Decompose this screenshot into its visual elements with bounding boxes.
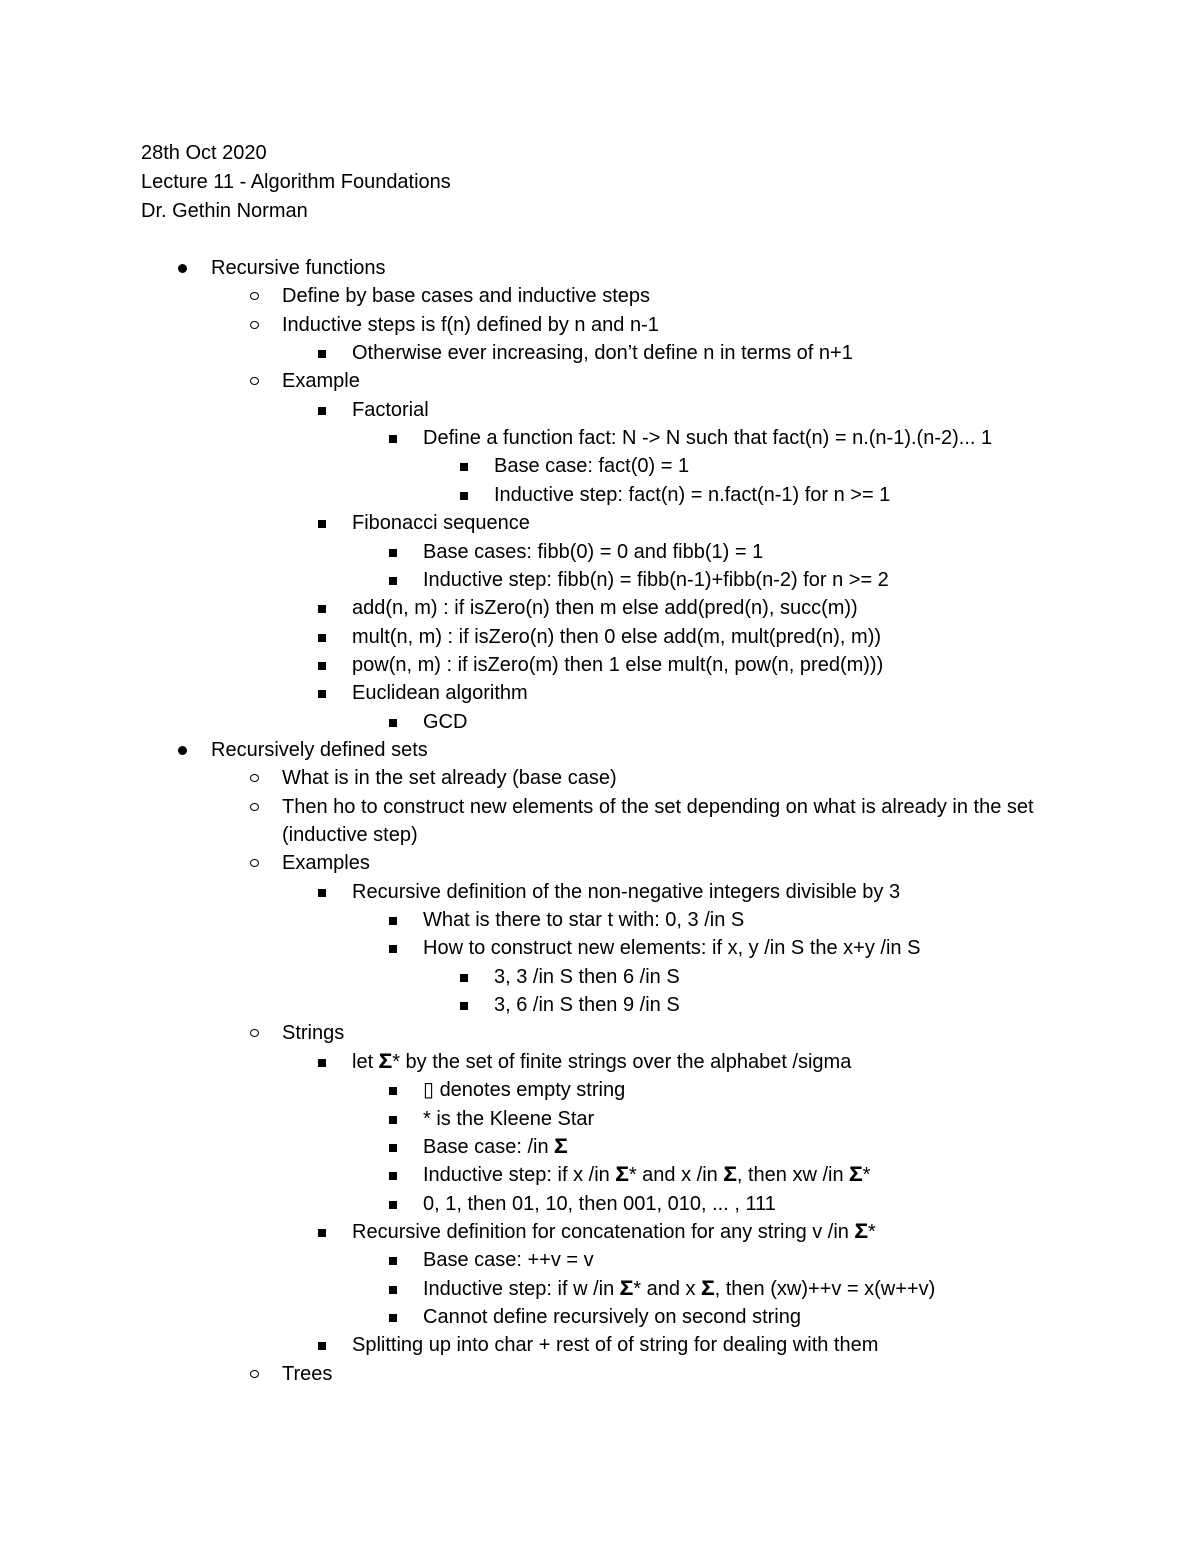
square-bullet-icon — [318, 690, 326, 698]
list-item-text: Trees — [282, 1363, 333, 1385]
square-bullet-icon — [318, 1342, 326, 1350]
list-item-text: What is in the set already (base case) — [282, 767, 617, 789]
square-bullet-icon — [389, 577, 397, 585]
circle-bullet-icon — [250, 1370, 259, 1378]
list-item-text: How to construct new elements: if x, y /in S the x+y /in S — [423, 937, 921, 959]
square-bullet-icon — [318, 407, 326, 415]
list-item-text: Define by base cases and inductive steps — [282, 285, 650, 307]
list-item-text: Otherwise ever increasing, don’t define n in terms of n+1 — [352, 342, 853, 364]
square-bullet-icon — [389, 1144, 397, 1152]
square-bullet-icon — [389, 1314, 397, 1322]
list-item-text: Recursively defined sets — [211, 739, 428, 761]
list-item-text: Recursive definition of the non-negative integers divisible by 3 — [352, 881, 901, 903]
disc-bullet-icon — [178, 746, 187, 755]
list-item-text: 3, 3 /in S then 6 /in S — [494, 966, 680, 988]
list-item-text: Inductive steps is f(n) defined by n and n-1 — [282, 314, 659, 336]
square-bullet-icon — [318, 1229, 326, 1237]
square-bullet-icon — [389, 719, 397, 727]
list-item-text: Recursive definition for concatenation for any string v /in 𝚺* — [352, 1221, 876, 1243]
list-item-text: Recursive functions — [211, 257, 386, 279]
list-item-text: Cannot define recursively on second string — [423, 1306, 801, 1328]
list-item-text: Splitting up into char + rest of of string for dealing with them — [352, 1334, 879, 1356]
list-item-text: Base case: ++v = v — [423, 1249, 594, 1271]
list-item-text: Inductive step: fact(n) = n.fact(n-1) for n >= 1 — [494, 484, 891, 506]
list-item-text: Fibonacci sequence — [352, 512, 530, 534]
disc-bullet-icon — [178, 264, 187, 273]
square-bullet-icon — [389, 1257, 397, 1265]
square-bullet-icon — [318, 634, 326, 642]
square-bullet-icon — [389, 549, 397, 557]
square-bullet-icon — [389, 435, 397, 443]
square-bullet-icon — [460, 1002, 468, 1010]
list-item-text: let 𝚺* by the set of finite strings over the alphabet /sigma — [352, 1051, 852, 1073]
list-item-text: Examples — [282, 852, 370, 874]
list-item-text: Then ho to construct new elements of the set depending on what is already in the set (inductive step) — [282, 796, 1034, 846]
circle-bullet-icon — [250, 321, 259, 329]
list-item-text: Strings — [282, 1022, 345, 1044]
list-item-text: 0, 1, then 01, 10, then 001, 010, ... , 111 — [423, 1193, 776, 1215]
lecture-title: Lecture 11 - Algorithm Foundations — [141, 171, 451, 193]
list-item-text: Factorial — [352, 399, 429, 421]
list-item-text: add(n, m) : if isZero(n) then m else add(pred(n), succ(m)) — [352, 597, 858, 619]
list-item-text: Example — [282, 370, 360, 392]
lecturer-name: Dr. Gethin Norman — [141, 200, 308, 222]
square-bullet-icon — [318, 889, 326, 897]
square-bullet-icon — [318, 1059, 326, 1067]
circle-bullet-icon — [250, 803, 259, 811]
square-bullet-icon — [318, 605, 326, 613]
square-bullet-icon — [318, 350, 326, 358]
list-item-text: ▯ denotes empty string — [423, 1079, 626, 1101]
list-item-text: What is there to star t with: 0, 3 /in S — [423, 909, 745, 931]
square-bullet-icon — [460, 463, 468, 471]
list-item-text: mult(n, m) : if isZero(n) then 0 else add(m, mult(pred(n), m)) — [352, 626, 882, 648]
square-bullet-icon — [389, 1286, 397, 1294]
list-item-text: Base cases: fibb(0) = 0 and fibb(1) = 1 — [423, 541, 764, 563]
list-item-text: Base case: /in 𝚺 — [423, 1136, 568, 1158]
circle-bullet-icon — [250, 377, 259, 385]
square-bullet-icon — [460, 974, 468, 982]
circle-bullet-icon — [250, 774, 259, 782]
circle-bullet-icon — [250, 859, 259, 867]
lecture-date: 28th Oct 2020 — [141, 142, 267, 164]
circle-bullet-icon — [250, 1029, 259, 1037]
list-item-text: Euclidean algorithm — [352, 682, 528, 704]
list-item-text: GCD — [423, 711, 468, 733]
list-item-text: 3, 6 /in S then 9 /in S — [494, 994, 680, 1016]
square-bullet-icon — [389, 917, 397, 925]
list-item-text: Define a function fact: N -> N such that fact(n) = n.(n-1).(n-2)... 1 — [423, 427, 993, 449]
circle-bullet-icon — [250, 292, 259, 300]
square-bullet-icon — [389, 1116, 397, 1124]
list-item-text: pow(n, m) : if isZero(m) then 1 else mult(n, pow(n, pred(m))) — [352, 654, 884, 676]
square-bullet-icon — [389, 1172, 397, 1180]
list-item-text: * is the Kleene Star — [423, 1108, 595, 1130]
square-bullet-icon — [389, 1201, 397, 1209]
list-item-text: Inductive step: if x /in 𝚺* and x /in 𝚺, then xw /in 𝚺* — [423, 1164, 871, 1186]
square-bullet-icon — [318, 520, 326, 528]
square-bullet-icon — [389, 945, 397, 953]
list-item-text: Inductive step: if w /in 𝚺* and x 𝚺, then (xw)++v = x(w++v) — [423, 1278, 936, 1300]
list-item-text: Inductive step: fibb(n) = fibb(n-1)+fibb(n-2) for n >= 2 — [423, 569, 889, 591]
square-bullet-icon — [460, 492, 468, 500]
square-bullet-icon — [389, 1087, 397, 1095]
square-bullet-icon — [318, 662, 326, 670]
list-item-text: Base case: fact(0) = 1 — [494, 455, 690, 477]
